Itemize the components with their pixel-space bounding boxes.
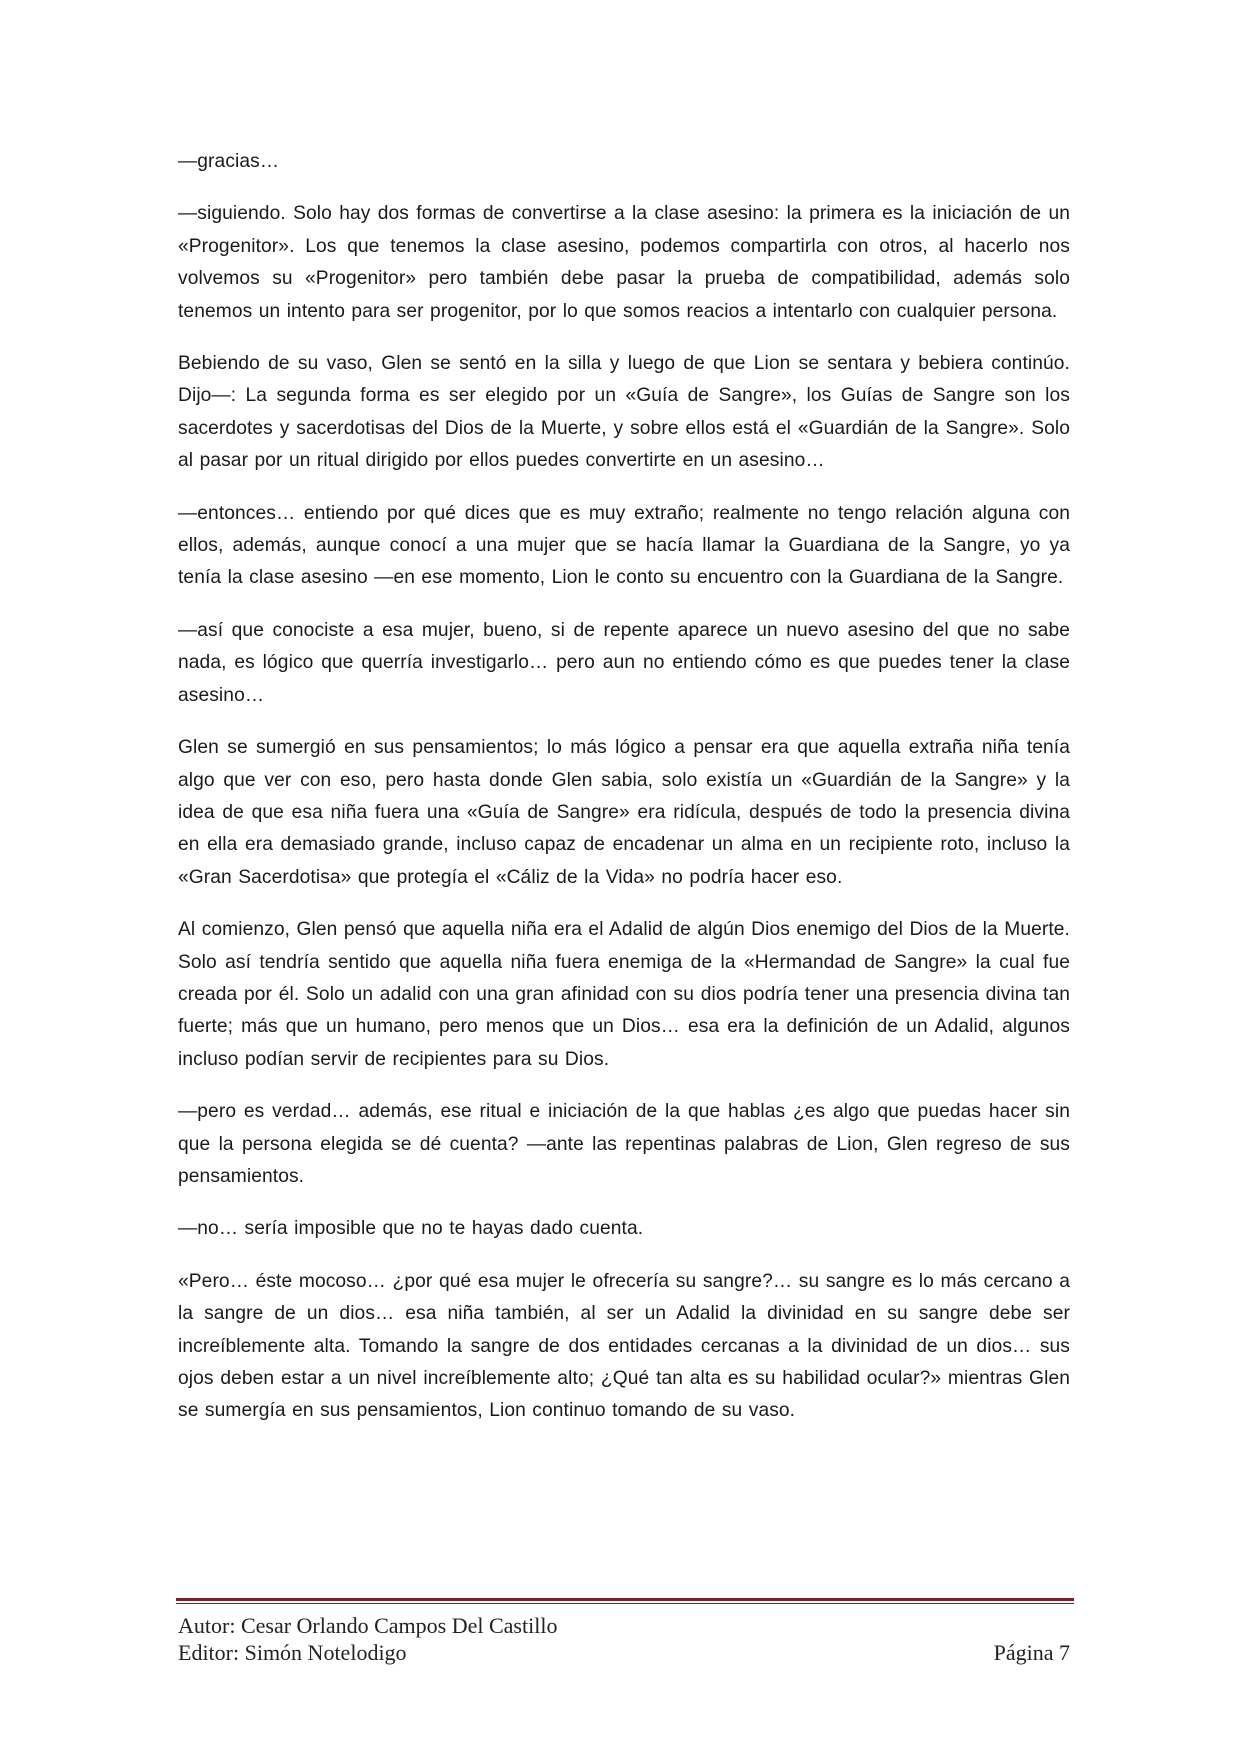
paragraph: Bebiendo de su vaso, Glen se sentó en la silla y luego de que Lion se sentara y bebiera continúo. Dijo—: La segunda forma es ser elegido por un «Guía de Sangre», los Guías de Sangre son los sacerdotes y sacerdotisas del Dios de la Muerte, y sobre ellos está el «Guardián de la Sangre». Solo al pasar por un ritual dirigido por ellos puedes convertirte en un asesino… bbox=[178, 353, 1070, 472]
page-number: Página 7 bbox=[993, 1640, 1070, 1665]
footer-divider-thin bbox=[176, 1603, 1074, 1604]
paragraph: —no… sería imposible que no te hayas dado cuenta. bbox=[178, 1218, 644, 1240]
paragraph: —entonces… entiendo por qué dices que es muy extraño; realmente no tengo relación alguna con ellos, además, aunque conocí a una mujer que se hacía llamar la Guardiana de la Sangre, yo ya tenía la clase asesino —en ese momento, Lion le conto su encuentro con la Guardiana de la Sangre. bbox=[178, 502, 1070, 589]
page-footer bbox=[178, 1612, 1070, 1666]
footer-divider bbox=[176, 1598, 1074, 1604]
paragraph: Al comienzo, Glen pensó que aquella niña era el Adalid de algún Dios enemigo del Dios de la Muerte. Solo así tendría sentido que aquella niña fuera enemiga de la «Hermandad de Sangre» la cual fue creada por él. Solo un adalid con una gran afinidad con su dios podría tener una presencia divina tan fuerte; más que un humano, pero menos que un Dios… esa era la definición de un Adalid, algunos incluso podían servir de recipientes para su Dios. bbox=[178, 919, 1070, 1070]
paragraph: «Pero… éste mocoso… ¿por qué esa mujer le ofrecería su sangre?… su sangre es lo más cercano a la sangre de un dios… esa niña también, al ser un Adalid la divinidad en su sangre debe ser increíblemente alta. Tomando la sangre de dos entidades cercanas a la divinidad de un dios… sus ojos deben estar a un nivel increíblemente alto; ¿Qué tan alta es su habilidad ocular?» mientras Glen se sumergía en sus pensamientos, Lion continuo tomando de su vaso. bbox=[178, 1270, 1070, 1422]
paragraph: —pero es verdad… además, ese ritual e iniciación de la que hablas ¿es algo que puedas hacer sin que la persona elegida se dé cuenta? —ante las repentinas palabras de Lion, Glen regreso de sus pensamientos. bbox=[178, 1101, 1070, 1187]
paragraph: —siguiendo. Solo hay dos formas de convertirse a la clase asesino: la primera es la iniciación de un «Progenitor». Los que tenemos la clase asesino, podemos compartirla con otros, al hacerlo nos volvemos su «Progenitor» pero también debe pasar la prueba de compatibilidad, además solo tenemos un intento para ser progenitor, por lo que somos reacios a intentarlo con cualquier persona. bbox=[178, 203, 1070, 322]
body-text bbox=[178, 146, 1070, 1448]
footer-author: Autor: Cesar Orlando Campos Del Castillo bbox=[178, 1613, 558, 1638]
paragraph: —así que conociste a esa mujer, bueno, si de repente aparece un nuevo asesino del que no sabe nada, es lógico que querría investigarlo… pero aun no entiendo cómo es que puedes tener la clase asesino… bbox=[178, 619, 1070, 706]
paragraph: —gracias… bbox=[178, 151, 280, 172]
footer-editor: Editor: Simón Notelodigo bbox=[178, 1640, 407, 1665]
paragraph: Glen se sumergió en sus pensamientos; lo más lógico a pensar era que aquella extraña niña tenía algo que ver con eso, pero hasta donde Glen sabia, solo existía un «Guardián de la Sangre» y la idea de que esa niña fuera una «Guía de Sangre» era ridícula, después de todo la presencia divina en ella era demasiado grande, incluso capaz de encadenar un alma en un recipiente roto, incluso la «Gran Sacerdotisa» que protegía el «Cáliz de la Vida» no podría hacer eso. bbox=[178, 737, 1070, 888]
